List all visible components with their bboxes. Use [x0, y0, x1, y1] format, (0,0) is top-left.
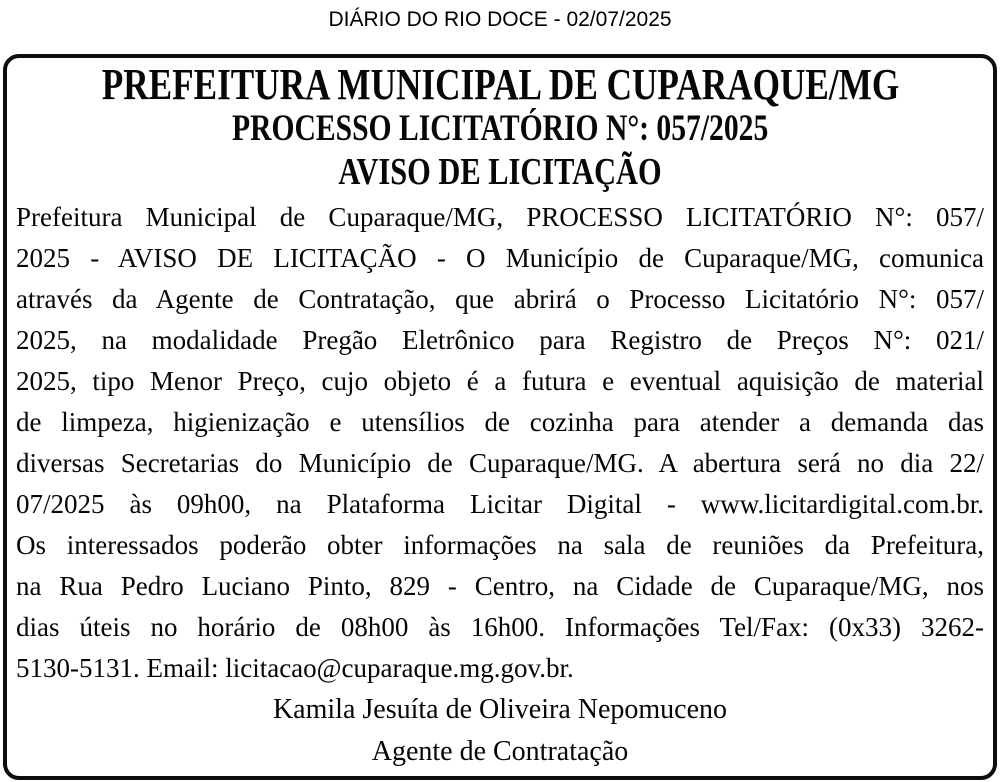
notice-title-prefeitura: PREFEITURA MUNICIPAL DE CUPARAQUE/MG: [101, 60, 899, 109]
masthead-dateline: DIÁRIO DO RIO DOCE - 02/07/2025: [328, 8, 672, 31]
notice-body: [16, 197, 984, 689]
title-row-aviso: [16, 150, 984, 194]
body-line: de limpeza, higienização e utensílios de cozinha para atender a demanda das: [16, 407, 984, 437]
body-line: 2025, tipo Menor Preço, cujo objeto é a futura e eventual aquisição de material: [16, 366, 984, 396]
title-row-prefeitura: [16, 61, 984, 108]
body-line: 5130-5131. Email: licitacao@cuparaque.mg.gov.br.: [16, 653, 574, 683]
body-line: Os interessados poderão obter informações na sala de reuniões da Prefeitura,: [16, 530, 984, 560]
signature-name: Kamila Jesuíta de Oliveira Nepomuceno: [272, 694, 728, 725]
body-line: 2025, na modalidade Pregão Eletrônico para Registro de Preços N°: 021/: [16, 325, 984, 355]
notice-title-processo: PROCESSO LICITATÓRIO N°: 057/2025: [231, 108, 769, 149]
title-row-processo: [16, 108, 984, 150]
notice-box: [3, 54, 997, 780]
body-line: na Rua Pedro Luciano Pinto, 829 - Centro, na Cidade de Cuparaque/MG, nos: [16, 571, 984, 601]
body-line: através da Agente de Contratação, que abrirá o Processo Licitatório N°: 057/: [16, 284, 984, 314]
notice-title-aviso: AVISO DE LICITAÇÃO: [338, 151, 662, 193]
body-line: 2025 - AVISO DE LICITAÇÃO - O Município de Cuparaque/MG, comunica: [16, 243, 984, 273]
body-line: Prefeitura Municipal de Cuparaque/MG, PROCESSO LICITATÓRIO N°: 057/: [16, 202, 984, 232]
body-line: dias úteis no horário de 08h00 às 16h00. Informações Tel/Fax: (0x33) 3262-: [16, 612, 984, 642]
body-line: 07/2025 às 09h00, na Plataforma Licitar Digital - www.licitardigital.com.br.: [16, 489, 984, 519]
signature-role: Agente de Contratação: [371, 736, 629, 767]
body-line: diversas Secretarias do Município de Cuparaque/MG. A abertura será no dia 22/: [16, 448, 984, 478]
